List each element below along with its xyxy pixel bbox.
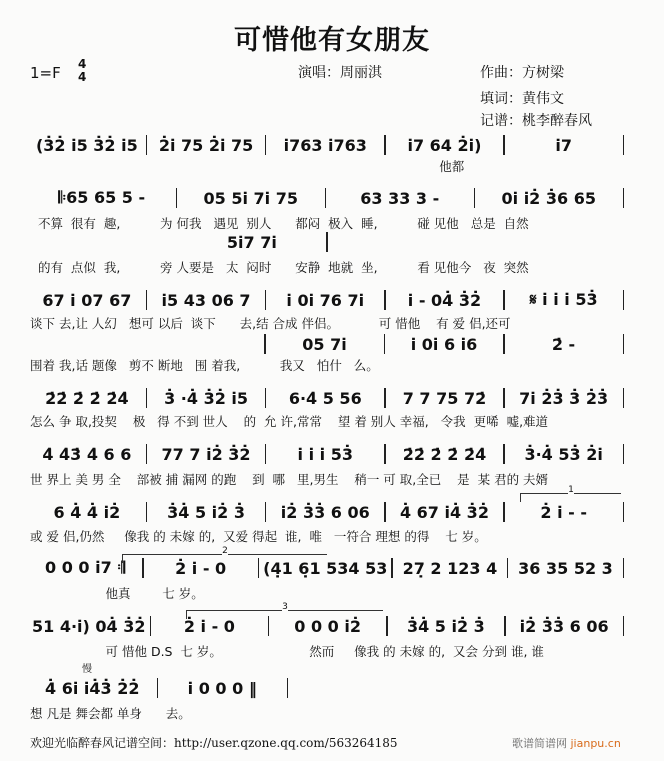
measure: 27̣ 2 123 4 bbox=[402, 559, 498, 578]
singer: 演唱：周丽淇 bbox=[298, 65, 382, 81]
time-signature: 4 4 bbox=[78, 57, 87, 84]
notation-line bbox=[28, 135, 624, 155]
measure: i̇ 0i̇ 76 7i̇ bbox=[286, 291, 365, 310]
notation-line bbox=[28, 616, 624, 636]
notation-line bbox=[28, 444, 624, 464]
measure: 63 33 3 - bbox=[360, 189, 440, 208]
tempo-mark: 慢 bbox=[82, 664, 92, 675]
lyric-line: 他都 bbox=[30, 159, 465, 174]
measure: 3̇ ·4̇ 3̇2̇ i̇5 bbox=[164, 389, 249, 408]
measure: 𝄋 i̇ i̇ i̇ 53̇ bbox=[529, 290, 598, 309]
lyric-line: 他真 七 岁。 bbox=[30, 586, 204, 601]
measure: i̇7 64 2̇i̇) bbox=[407, 136, 482, 155]
measure: 2̇ i̇ - 0 bbox=[183, 617, 235, 636]
lyric-line: 或 爱 侣,仍然 像我 的 未嫁 的, 又爱 得起 谁, 唯 一符合 理想 的得 七 岁。 bbox=[30, 529, 487, 544]
volta-2: 2 bbox=[122, 554, 327, 563]
lyric-line: 的有 点似 我, 旁 人要是 太 闷时 安静 地就 坐, 看 见他今 夜 突然 bbox=[30, 260, 529, 275]
measure: 3̇·4̇ 53̇ 2̇i̇ bbox=[524, 445, 603, 464]
measure: i̇5 43 06 7 bbox=[161, 291, 251, 310]
bar-line bbox=[326, 232, 328, 252]
measure: 6 4̇ 4̇ i̇2̇ bbox=[53, 503, 121, 522]
measure: 2̇2̇ 2̇ 2̇ 2̇4̇ bbox=[45, 389, 129, 408]
key-signature: 1=F bbox=[30, 64, 61, 82]
measure: 5i̇7 7i̇ bbox=[226, 233, 277, 252]
bar-line bbox=[623, 444, 625, 464]
lyric-line: 世 界上 美 男 全 部被 捕 漏网 的跑 到 哪 里,男生 稍一 可 取,全已 是 某 君的 夫婿 bbox=[30, 472, 549, 487]
bar-line bbox=[623, 558, 625, 578]
measure: 0i̇ i̇2̇ 3̇6 65 bbox=[501, 189, 596, 208]
bar-line bbox=[623, 290, 625, 310]
watermark: 歌谱简谱网 jianpu.cn bbox=[512, 737, 621, 750]
notation-line bbox=[28, 334, 624, 354]
bar-line bbox=[623, 135, 625, 155]
measure: i̇ i̇ i̇ 53̇ bbox=[297, 445, 353, 464]
song-title: 可惜他有女朋友 bbox=[234, 25, 430, 56]
composer: 作曲：方树梁 bbox=[480, 65, 564, 81]
measure: 4̇ 6i̇ i̇4̇3̇ 2̇2̇ bbox=[45, 679, 140, 698]
measure: 6·4̇ 5 56 bbox=[288, 389, 362, 408]
measure: (3̇2̇ i̇5 3̇2̇ i̇5 bbox=[35, 136, 138, 155]
measure: i̇ 0 0 0 ‖ bbox=[187, 679, 257, 698]
lyric-line: 想 凡是 舞会都 单身 去。 bbox=[30, 706, 191, 721]
volta-1: 1 bbox=[520, 493, 621, 502]
measure: 2̇2̇ 2̇ 2̇ 2̇4̇ bbox=[402, 445, 487, 464]
measure: (4̣1 6̣1 534 53 bbox=[263, 559, 388, 578]
measure: i̇763 i̇763 bbox=[283, 136, 367, 155]
transcriber: 记谱：桃李醉春风 bbox=[480, 113, 592, 129]
lyric-line: 可 惜他 D.S 七 岁。 然而 像我 的 未嫁 的, 又会 分到 谁, 谁 bbox=[30, 644, 544, 659]
measure: 2̇ i̇ - 0 bbox=[175, 559, 227, 578]
notation-line bbox=[28, 188, 624, 208]
measure: 51 4·i̇) 04̇ 3̇2̇ bbox=[32, 617, 146, 636]
bar-line bbox=[623, 616, 625, 636]
measure: 3̇4̇ 5 i̇2̇ 3̇ bbox=[167, 503, 245, 522]
measure: 2̇ - bbox=[551, 335, 576, 354]
measure: 4̇ 67 i̇4̇ 3̇2̇ bbox=[399, 503, 489, 522]
notation-line bbox=[28, 388, 624, 408]
bar-line bbox=[623, 188, 625, 208]
notation-line bbox=[28, 232, 624, 252]
measure: 4̇ 4̇3̇ 4̇ 6 6 bbox=[42, 445, 132, 464]
measure: i̇2̇ 3̇3̇ 6 06 bbox=[519, 617, 609, 636]
measure: 0 0 0 i̇2̇ bbox=[294, 617, 361, 636]
notation-line bbox=[28, 290, 624, 310]
notation-line bbox=[28, 678, 288, 698]
measure: 2̇ i̇ - - bbox=[540, 503, 587, 522]
measure: i̇ 0i̇ 6 i̇6 bbox=[410, 335, 478, 354]
measure: 67 i̇ 07 67 bbox=[42, 291, 132, 310]
lyricist: 填词：黄伟文 bbox=[480, 91, 564, 107]
measure: 𝄆65 65 5 - bbox=[58, 188, 146, 207]
measure: i̇2̇ 3̇3̇ 6 06 bbox=[280, 503, 370, 522]
lyric-line: 谈下 去,让 人幻 想可 以后 谈下 去,结 合成 伴侣。 可 惜他 有 爱 侣,还可 bbox=[30, 316, 511, 331]
footer-text: 欢迎光临醉春风记谱空间：http://user.qzone.qq.com/563264185 bbox=[30, 736, 398, 750]
bar-line bbox=[623, 502, 625, 522]
measure: 0 0 0 i̇7 𝄇 bbox=[45, 558, 126, 577]
lyric-line: 怎么 争 取,投契 极 得 不到 世人 的 允 许,常常 望 着 别人 幸福, 令我 更唏 嘘,难道 bbox=[30, 414, 549, 429]
measure: 77 7 i̇2̇ 3̇2̇ bbox=[161, 445, 251, 464]
measure: 7i̇ 2̇3̇ 3̇ 2̇3̇ bbox=[519, 389, 609, 408]
measure: i̇ - 04̇ 3̇2̇ bbox=[407, 291, 482, 310]
measure: 05 5i̇ 7i̇ 75 bbox=[203, 189, 298, 208]
bar-line bbox=[623, 388, 625, 408]
bar-line bbox=[623, 334, 625, 354]
lyric-line: 围着 我,话 题像 剪不 断地 围 着我, 我又 怕什 么。 bbox=[30, 358, 379, 373]
measure: i̇7 bbox=[555, 136, 572, 155]
notation-line bbox=[28, 502, 624, 522]
volta-3: 3 bbox=[186, 610, 383, 619]
measure: 7 7 75 72̇ bbox=[402, 389, 487, 408]
measure: 3̇4̇ 5 i̇2̇ 3̇ bbox=[406, 617, 485, 636]
measure: 36 35 52 3 bbox=[518, 559, 613, 578]
lyric-line: 不算 很有 趣, 为 何我 遇见 别人 都闷 极入 睡, 碰 见他 总是 自然 bbox=[30, 216, 529, 231]
bar-line bbox=[287, 678, 289, 698]
measure: 2̇i̇ 75 2̇i̇ 75 bbox=[158, 136, 254, 155]
measure: 05 7i̇ bbox=[302, 335, 347, 354]
